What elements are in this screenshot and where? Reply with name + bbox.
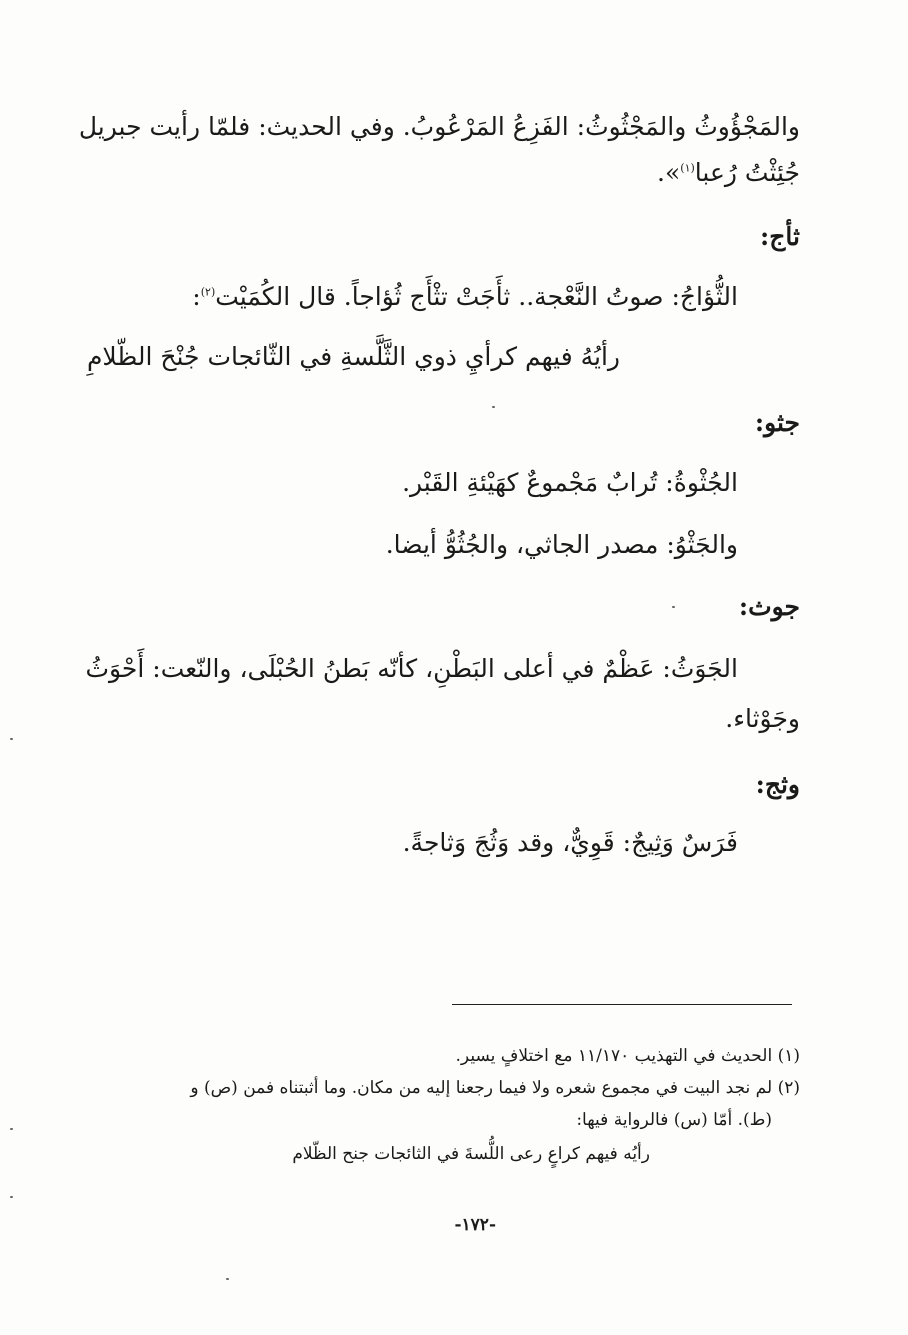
root-heading: ثأج: [760,222,800,251]
entry-line [192,282,738,311]
scan-speck [10,1128,13,1130]
hadith-text: جُئِثْتُ رُعبا [694,158,800,187]
root-heading: وثج: [755,770,800,799]
entry-line: والمَجْؤُوثُ والمَجْثُوثُ: الفَزِعُ المَرْعُوبُ. وفي الحديث: فلمّا رأيت جبريل [78,112,800,141]
footnote-ref: (٢) [200,285,216,299]
hadith-end: ». [657,158,681,187]
root-heading: جثو: [754,408,800,437]
footnote-1: (١) الحديث في التهذيب ١١/١٧٠ مع اختلافٍ يسير. [455,1046,800,1066]
scan-speck [10,738,13,740]
scan-speck [492,406,495,408]
scan-speck [226,1278,229,1280]
entry-line: الجُثْوةُ: تُرابٌ مَجْموعٌ كهَيْئةِ القَبْر. [402,468,738,497]
footnote-2-verse: رأيُه فيهم كراعٍ رعى اللُّسةَ في الثائجات جنح الظّلام [292,1144,650,1164]
footnote-2: (٢) لم نجد البيت في مجموع شعره ولا فيما رجعنا إليه من مكان. وما أثبتناه فمن (ص) و [190,1078,800,1098]
entry-line: والجَثْوُ: مصدر الجاثي، والجُثُوُّ أيضا. [385,530,738,559]
verse-line: رأيُهُ فيهم كرأيِ ذوي الثَّلَّسةِ في الثّائجات جُنْحَ الظّلامِ [86,342,620,371]
entry-end: : [192,282,201,311]
entry-line: فَرَسٌ وَثِيجٌ: قَوِيٌّ، وقد وَثُجَ وَثاجةً. [402,828,738,857]
footnote-2-continued: (ط). أمّا (س) فالرواية فيها: [576,1110,772,1130]
entry-line-hadith [657,158,800,187]
scan-speck [10,1196,13,1198]
scan-speck [672,606,675,608]
footnote-ref: (١) [680,161,695,175]
entry-text: الثُّؤاجُ: صوتُ النَّعْجة.. ثأَجَتْ تثْأَج ثُؤاجاً. قال الكُمَيْت [215,282,738,311]
entry-line: الجَوَثُ: عَظْمٌ في أعلى البَطْنِ، كأنّه بَطنُ الحُبْلَى، والنّعت: أَحْوَثُ [85,654,738,683]
entry-line: وجَوْثاء. [725,704,800,733]
root-heading: جوث: [738,592,800,621]
footnote-divider [452,1004,792,1005]
page-number: -١٧٢- [454,1215,496,1235]
